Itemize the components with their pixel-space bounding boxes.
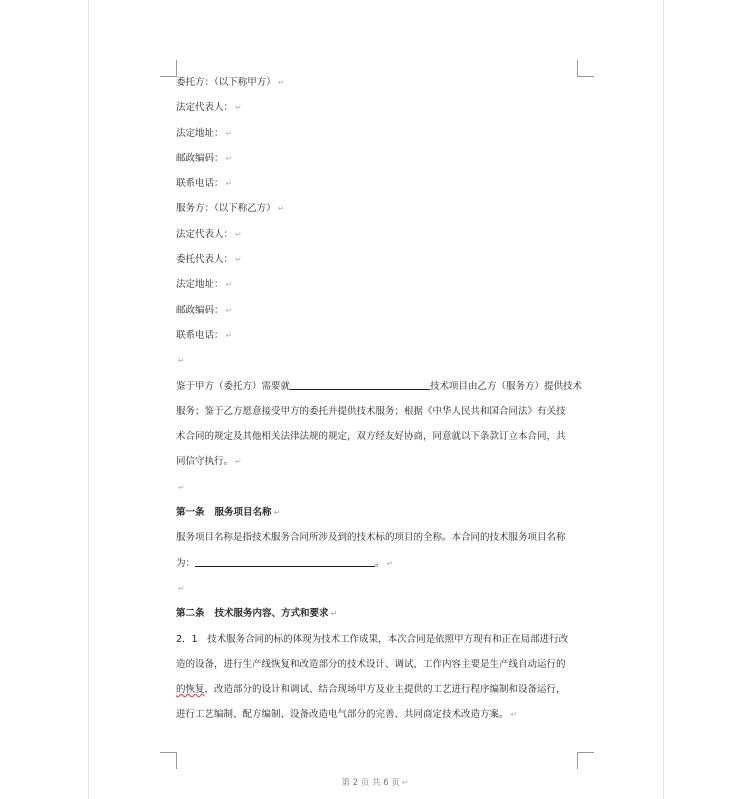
intro-line-4: 同信守执行。 ↵ <box>176 456 242 468</box>
paragraph-mark-icon: ↵ <box>277 78 285 87</box>
paragraph-mark-icon: ↵ <box>277 204 285 214</box>
provider-address-line: 法定地址： ↵ <box>176 279 233 291</box>
provider-line: 服务方：（以下称乙方） ↵ <box>176 203 285 215</box>
paragraph-mark-icon: ↵ <box>225 179 233 189</box>
project-name-blank[interactable] <box>290 378 430 390</box>
paragraph-mark-icon: ↵ <box>235 255 242 265</box>
margin-corner-top-right <box>577 60 594 77</box>
paragraph-mark-icon: ↵ <box>330 609 338 619</box>
paragraph-mark-icon: ↵ <box>178 356 185 366</box>
paragraph-mark-icon: ↵ <box>225 153 233 163</box>
paragraph-mark-icon: ↵ <box>178 482 185 492</box>
margin-corner-top-left <box>160 60 177 77</box>
paragraph-mark-icon: ↵ <box>401 778 409 787</box>
empty-paragraph <box>176 348 579 373</box>
paragraph-mark-icon: ↵ <box>178 583 185 593</box>
provider-phone-line: 联系电话： ↵ <box>176 329 233 341</box>
page-footer <box>0 776 750 788</box>
page-left-edge <box>88 0 89 799</box>
margin-corner-bottom-left <box>160 752 177 769</box>
client-line: 委托方：（以下称甲方） ↵ <box>176 77 285 88</box>
paragraph-mark-icon: ↵ <box>386 558 394 568</box>
client-phone-line: 联系电话： ↵ <box>176 178 233 190</box>
article1-line-1: 服务项目名称是指技术服务合同所涉及到的技术标的项目的全称。本合同的技术服务项目名称 <box>176 532 566 544</box>
spellcheck-underline[interactable]: 的恢复 <box>176 684 205 696</box>
intro-line-1: 鉴于甲方（委托方）需要就 技术项目由乙方（服务方）提供技术 <box>176 374 579 399</box>
article2-line-4: 进行工艺编制、配方编制、设备改造电气部分的完善、共同商定技术改造方案。 ↵ <box>176 709 518 721</box>
service-name-blank[interactable] <box>195 555 375 567</box>
margin-corner-bottom-right <box>577 752 594 769</box>
provider-postcode-line: 邮政编码： ↵ <box>176 304 233 316</box>
article2-line-2: 造的设备，进行生产线恢复和改造部分的技术设计、调试，工作内容主要是生产线自动运行的 <box>176 658 566 670</box>
paragraph-mark-icon: ↵ <box>225 280 233 290</box>
empty-paragraph <box>176 576 579 601</box>
article1-heading: 第一条 服务项目名称 ↵ <box>176 507 281 519</box>
paragraph-mark-icon: ↵ <box>225 305 233 315</box>
document-body[interactable] <box>176 70 583 728</box>
client-address-line: 法定地址： ↵ <box>176 127 233 139</box>
paragraph-mark-icon: ↵ <box>235 103 242 113</box>
client-legal-rep-line: 法定代表人： ↵ <box>176 102 242 114</box>
provider-agent-line: 委托代表人： ↵ <box>176 254 242 266</box>
provider-legal-rep-line: 法定代表人： ↵ <box>176 228 242 240</box>
paragraph-mark-icon: ↵ <box>273 508 281 518</box>
paragraph-mark-icon: ↵ <box>225 330 233 340</box>
paragraph-mark-icon: ↵ <box>235 457 242 467</box>
page-right-edge <box>663 0 664 799</box>
article2-line-3: 的恢复，改造部分的设计和调试、结合现场甲方及业主提供的工艺进行程序编制和设备运行， <box>176 684 566 696</box>
paragraph-mark-icon: ↵ <box>225 128 233 138</box>
paragraph-mark-icon: ↵ <box>235 229 242 239</box>
paragraph-mark-icon: ↵ <box>510 710 518 720</box>
page-number: 第 2 页 共 6 页 <box>341 778 400 788</box>
article2-heading: 第二条 技术服务内容、方式和要求 ↵ <box>176 608 338 620</box>
article2-line-1: 2．1 技术服务合同的标的体现为技术工作成果，本次合同是依照甲方现有和正在局部进行改 <box>176 633 569 645</box>
client-postcode-line: 邮政编码： ↵ <box>176 152 233 164</box>
article1-line-2: 为： 。 ↵ <box>176 551 579 576</box>
intro-line-2: 服务；鉴于乙方愿意接受甲方的委托并提供技术服务；根据《中华人民共和国合同法》有关技 <box>176 405 566 417</box>
intro-line-3: 术合同的规定及其他相关法律法规的规定，双方经友好协商，同意就以下条款订立本合同，共 <box>176 431 566 443</box>
empty-paragraph <box>176 475 579 500</box>
